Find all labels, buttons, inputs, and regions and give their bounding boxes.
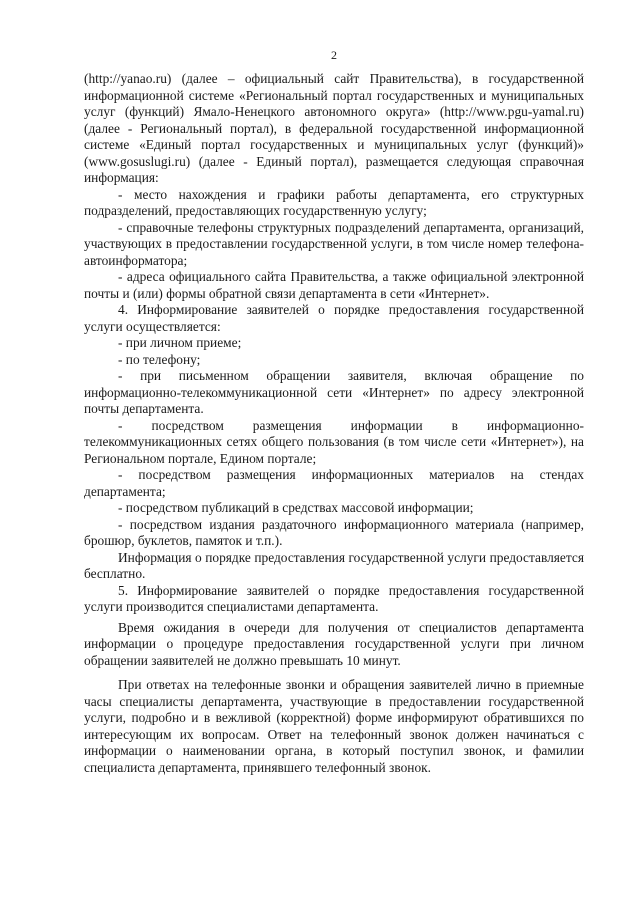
- list-item-addresses: - адреса официального сайта Правительства, а также официальной электронной почты и (или) формы обратной связи департамента в сети «Интернет».: [84, 269, 584, 301]
- list-item-personal: - при личном приеме;: [118, 335, 242, 350]
- paragraph-waiting-time: Время ожидания в очереди для получения от специалистов департамента информации о процедуре предоставления государственной услуги при личном обращении заявителей не должно превышать 10 минут.: [84, 619, 584, 668]
- list-item-location: - место нахождения и графики работы департамента, его структурных подразделений, предоставляющих государственную услугу;: [84, 186, 584, 218]
- page-number: 2: [331, 48, 337, 62]
- list-item-stands: - посредством размещения информационных материалов на стендах департамента;: [84, 467, 584, 499]
- paragraph-phone-calls: При ответах на телефонные звонки и обращения заявителей лично в приемные часы специалисты департамента, участвующие в предоставлении государственной услуги, подробно и в вежливой (корректной) форме информируют обратившихся по интересующим их вопросам. Ответ на телефонный звонок должен начинаться с информации о наименовании органа, в который поступил звонок, и фамилии специалиста департамента, принявшего телефонный звонок.: [84, 677, 584, 775]
- paragraph-item-4: 4. Информирование заявителей о порядке предоставления государственной услуги осуществляется:: [84, 302, 584, 334]
- list-item-phone: - по телефону;: [118, 351, 201, 367]
- paragraph-info-sources: (http://yanao.ru) (далее – официальный сайт Правительства), в государственной информационной системе «Региональный портал государственных и муниципальных услуг (функций) Ямало-Ненецкого автономного округа» (http://www.pgu-yamal.ru) (далее - Региональный портал), в федеральной государственной информационной системе «Единый портал государственных и муниципальных услуг (функций)» (www.gosuslugi.ru) (далее - Единый портал), размещается следующая справочная информация:: [84, 71, 584, 185]
- list-item-handouts: - посредством издания раздаточного информационного материала (например, брошюр, буклетов, памяток и т.п.).: [84, 516, 584, 548]
- list-item-written: - при письменном обращении заявителя, включая обращение по информационно-телекоммуникационной сети «Интернет» по адресу электронной почты департамента.: [84, 368, 584, 416]
- list-item-networks: - посредством размещения информации в информационно-телекоммуникационных сетях общего пользования (в том числе сети «Интернет»), на Региональном портале, Едином портале;: [84, 417, 584, 466]
- document-body: [84, 71, 584, 776]
- list-item-phones: - справочные телефоны структурных подразделений департамента, организаций, участвующих в предоставлении государственной услуги, в том числе номер телефона-автоинформатора;: [84, 219, 584, 268]
- paragraph-free-info: Информация о порядке предоставления государственной услуги предоставляется бесплатно.: [84, 549, 584, 581]
- paragraph-item-5: 5. Информирование заявителей о порядке предоставления государственной услуги производится специалистами департамента.: [84, 582, 584, 614]
- list-item-media: - посредством публикаций в средствах массовой информации;: [118, 500, 474, 515]
